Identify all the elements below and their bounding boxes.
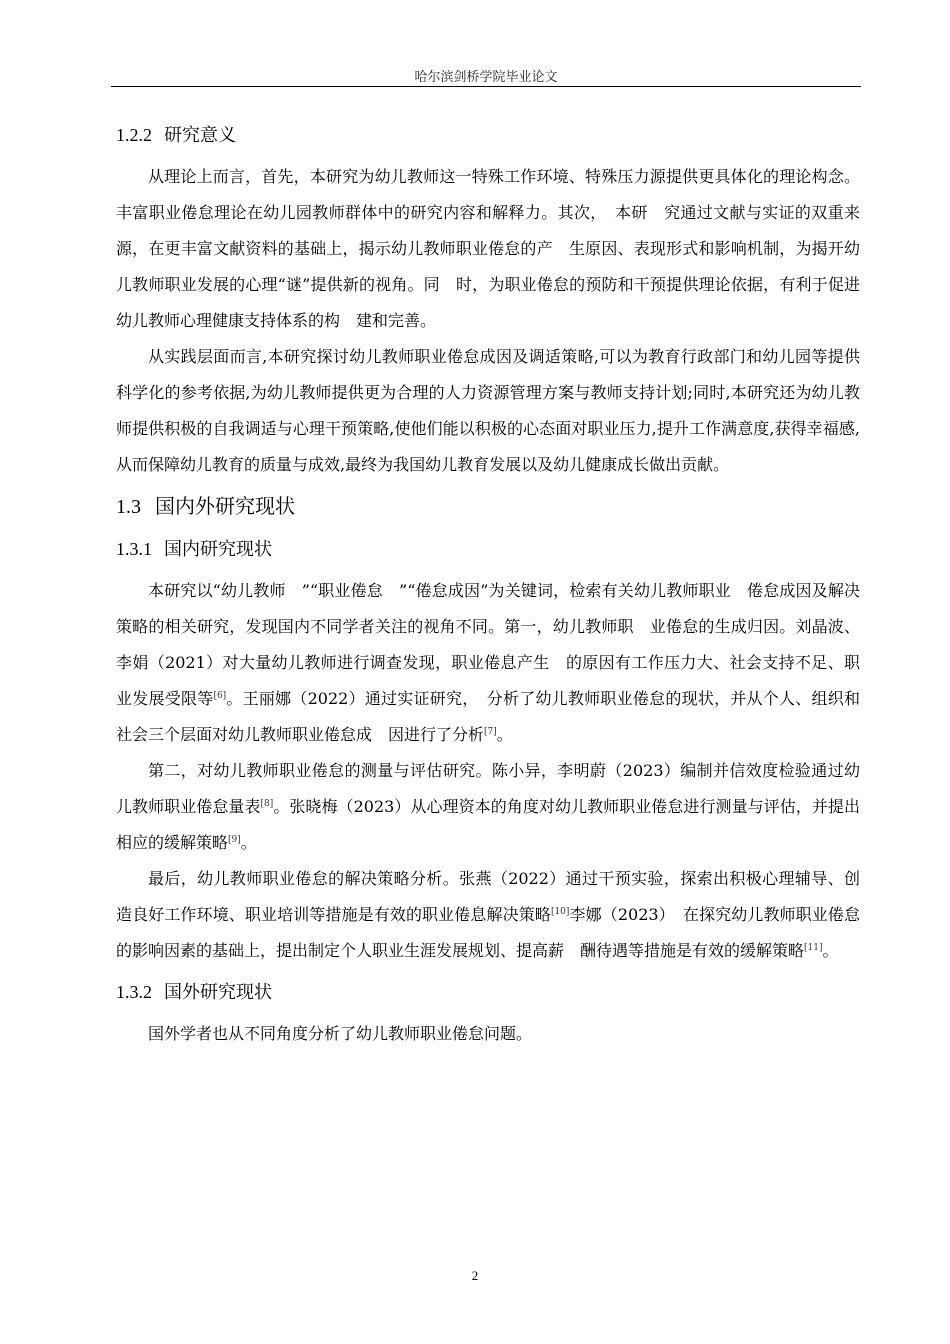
text-run: 。 bbox=[240, 833, 257, 852]
text-run: 。王丽娜（2022）通过实证研究， 分析了幼儿教师职业倦怠的现状，并从个人、组织和社会三个层面对幼儿教师职业倦怠成 因进行了分析 bbox=[116, 689, 860, 744]
heading-number: 1.3.1 bbox=[116, 539, 152, 559]
heading-title: 国内研究现状 bbox=[164, 539, 272, 560]
paragraph-domestic-3 bbox=[116, 861, 860, 969]
running-header: 哈尔滨剑桥学院毕业论文 bbox=[414, 70, 558, 85]
text-run: 李娜（2023） 在探究幼儿教师职业倦怠的影响因素的基础上，提出制定个人职业生涯发展规划、提高薪 酬待遇等措施是有效的缓解策略 bbox=[116, 905, 860, 960]
citation-10: [10] bbox=[550, 907, 570, 917]
page-number: 2 bbox=[471, 1268, 479, 1283]
page-content bbox=[116, 120, 860, 1052]
heading-title: 研究意义 bbox=[164, 125, 236, 146]
text-run: 本研究以“幼儿教师 ”“职业倦怠 ”“倦怠成因”为关键词，检索有关幼儿教师职业 倦怠成因及解决策略的相关研究，发现国内不同学者关注的视角不同。第一，幼儿教师职 业倦怠的生成归因。刘晶波、李娟（2021）对大量幼儿教师进行调查发现，职业倦息产生 的原因有工作压力大、社会支持不足、职业发展受限等 bbox=[116, 581, 860, 708]
heading-1-3-2 bbox=[116, 977, 860, 1008]
paragraph-domestic-2 bbox=[116, 753, 860, 861]
citation-9: [9] bbox=[228, 835, 241, 845]
text-run: 。张晓梅（2023）从心理资本的角度对幼儿教师职业倦怠进行测量与评估，并提出相应的缓解策略 bbox=[116, 797, 860, 852]
heading-title: 国外研究现状 bbox=[164, 982, 272, 1003]
heading-title: 国内外研究现状 bbox=[155, 494, 295, 518]
paragraph-foreign: 国外学者也从不同角度分析了幼儿教师职业倦怠问题。 bbox=[148, 1024, 533, 1043]
text-run: 第二，对幼儿教师职业倦怠的测量与评估研究。陈小异，李明蔚（2023）编制并信效度检验通过幼儿教师职业倦怠量表 bbox=[116, 761, 860, 816]
heading-1-2-2 bbox=[116, 120, 860, 151]
text-run: 最后，幼儿教师职业倦怠的解决策略分析。张燕（2022）通过干预实验，探索出积极心理辅导、创造良好工作环境、职业培训等措施是有效的职业倦息解决策略 bbox=[116, 869, 860, 924]
paragraph-domestic-1 bbox=[116, 573, 860, 753]
heading-number: 1.3.2 bbox=[116, 982, 152, 1002]
heading-number: 1.2.2 bbox=[116, 125, 152, 145]
citation-7: [7] bbox=[484, 727, 497, 737]
header-rule bbox=[111, 86, 861, 87]
heading-1-3-1 bbox=[116, 534, 860, 565]
citation-6: [6] bbox=[213, 691, 227, 701]
text-run: 。 bbox=[496, 725, 513, 744]
text-run: 。 bbox=[822, 941, 839, 960]
heading-number: 1.3 bbox=[116, 496, 141, 518]
citation-11: [11] bbox=[804, 943, 823, 953]
paragraph-theory: 从理论上而言，首先，本研究为幼儿教师这一特殊工作环境、特殊压力源提供更具体化的理论构念。丰富职业倦怠理论在幼儿园教师群体中的研究内容和解释力。其次， 本研 究通过文献与实证的双重来源，在更丰富文献资料的基础上，揭示幼儿教师职业倦怠的产 生原因、表现形式和影响机制，为揭开幼儿教师职业发展的心理“谜”提供新的视角。同 时，为职业倦怠的预防和干预提供理论依据，有利于促进幼儿教师心理健康支持体系的构 建和完善。 bbox=[116, 167, 860, 330]
citation-8: [8] bbox=[260, 799, 274, 809]
paragraph-practice: 从实践层面而言,本研究探讨幼儿教师职业倦怠成因及调适策略,可以为教育行政部门和幼儿园等提供科学化的参考依据,为幼儿教师提供更为合理的人力资源管理方案与教师支持计划;同时,本研究还为幼儿教师提供积极的自我调适与心理干预策略,使他们能以积极的心态面对职业压力,提升工作满意度,获得幸福感,从而保障幼儿教育的质量与成效,最终为我国幼儿教育发展以及幼儿健康成长做出贡献。 bbox=[116, 347, 860, 474]
heading-1-3 bbox=[116, 491, 860, 522]
